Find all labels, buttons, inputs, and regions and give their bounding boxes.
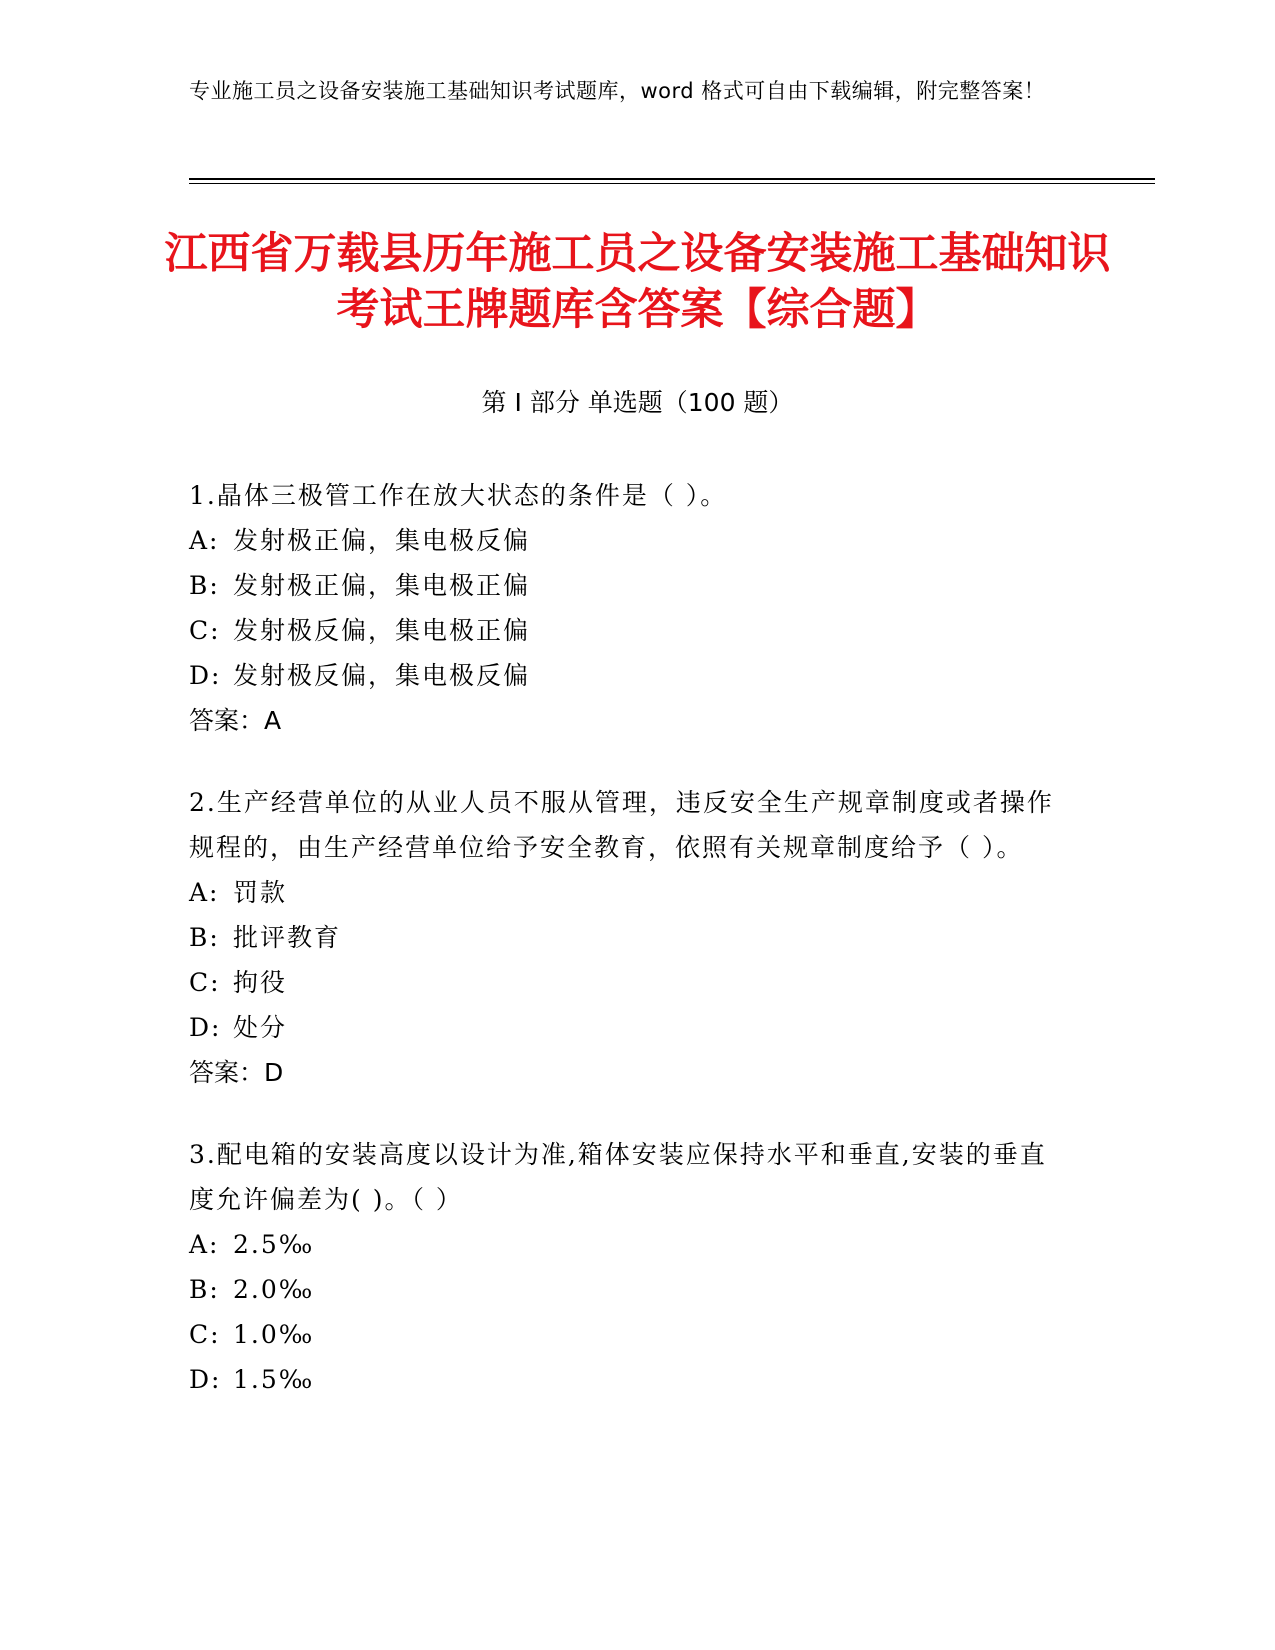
option-letter: A:: [189, 526, 220, 555]
option-text: 1.5‰: [233, 1365, 315, 1394]
option-text: 发射极反偏，集电极正偏: [233, 616, 531, 645]
question-stem: 2.生产经营单位的从业人员不服从管理，违反安全生产规章制度或者操作规程的，由生产经营单位给予安全教育，依照有关规章制度给予（ ）。: [189, 788, 1054, 862]
document-title: 江西省万载县历年施工员之设备安装施工基础知识考试王牌题库含答案【综合题】: [164, 229, 1111, 335]
option-c: [189, 1312, 1069, 1357]
option-letter: A:: [189, 1230, 220, 1259]
option-letter: D:: [189, 661, 222, 690]
question-list: [189, 473, 1069, 1439]
question-stem: 1.晶体三极管工作在放大状态的条件是（ ）。: [189, 481, 728, 510]
option-letter: D:: [189, 1013, 222, 1042]
answer-line: 答案：D: [189, 1058, 284, 1087]
option-letter: C:: [189, 1320, 221, 1349]
option-text: 2.0‰: [233, 1275, 315, 1304]
option-c: [189, 960, 1069, 1005]
option-text: 发射极正偏，集电极反偏: [233, 526, 531, 555]
option-d: [189, 1357, 1069, 1402]
section-heading: 第 I 部分 单选题（100 题）: [481, 388, 794, 417]
question-2: [189, 780, 1069, 1095]
option-d: [189, 1005, 1069, 1050]
question-stem: 3.配电箱的安装高度以设计为准,箱体安装应保持水平和垂直,安装的垂直度允许偏差为( )。（ ）: [189, 1140, 1047, 1214]
answer-line: 答案：A: [189, 706, 282, 735]
option-text: 2.5‰: [233, 1230, 315, 1259]
option-text: 1.0‰: [233, 1320, 315, 1349]
option-b: [189, 563, 1069, 608]
option-text: 发射极反偏，集电极反偏: [233, 661, 531, 690]
option-text: 罚款: [233, 878, 288, 907]
option-text: 批评教育: [233, 923, 342, 952]
option-b: [189, 1267, 1069, 1312]
option-c: [189, 608, 1069, 653]
option-text: 发射极正偏，集电极正偏: [233, 571, 531, 600]
option-b: [189, 915, 1069, 960]
header-note: 专业施工员之设备安装施工基础知识考试题库，word 格式可自由下载编辑，附完整答案！: [189, 79, 1046, 103]
option-letter: B:: [189, 571, 220, 600]
option-d: [189, 653, 1069, 698]
option-letter: A:: [189, 878, 220, 907]
option-letter: B:: [189, 1275, 220, 1304]
option-text: 拘役: [233, 968, 288, 997]
option-letter: C:: [189, 616, 221, 645]
question-1: [189, 473, 1069, 743]
option-a: [189, 1222, 1069, 1267]
option-letter: D:: [189, 1365, 222, 1394]
header-rule-thick: [189, 178, 1155, 180]
header-rule-thin: [189, 183, 1155, 184]
option-letter: B:: [189, 923, 220, 952]
option-text: 处分: [233, 1013, 288, 1042]
question-3: [189, 1132, 1069, 1402]
option-letter: C:: [189, 968, 221, 997]
option-a: [189, 870, 1069, 915]
option-a: [189, 518, 1069, 563]
